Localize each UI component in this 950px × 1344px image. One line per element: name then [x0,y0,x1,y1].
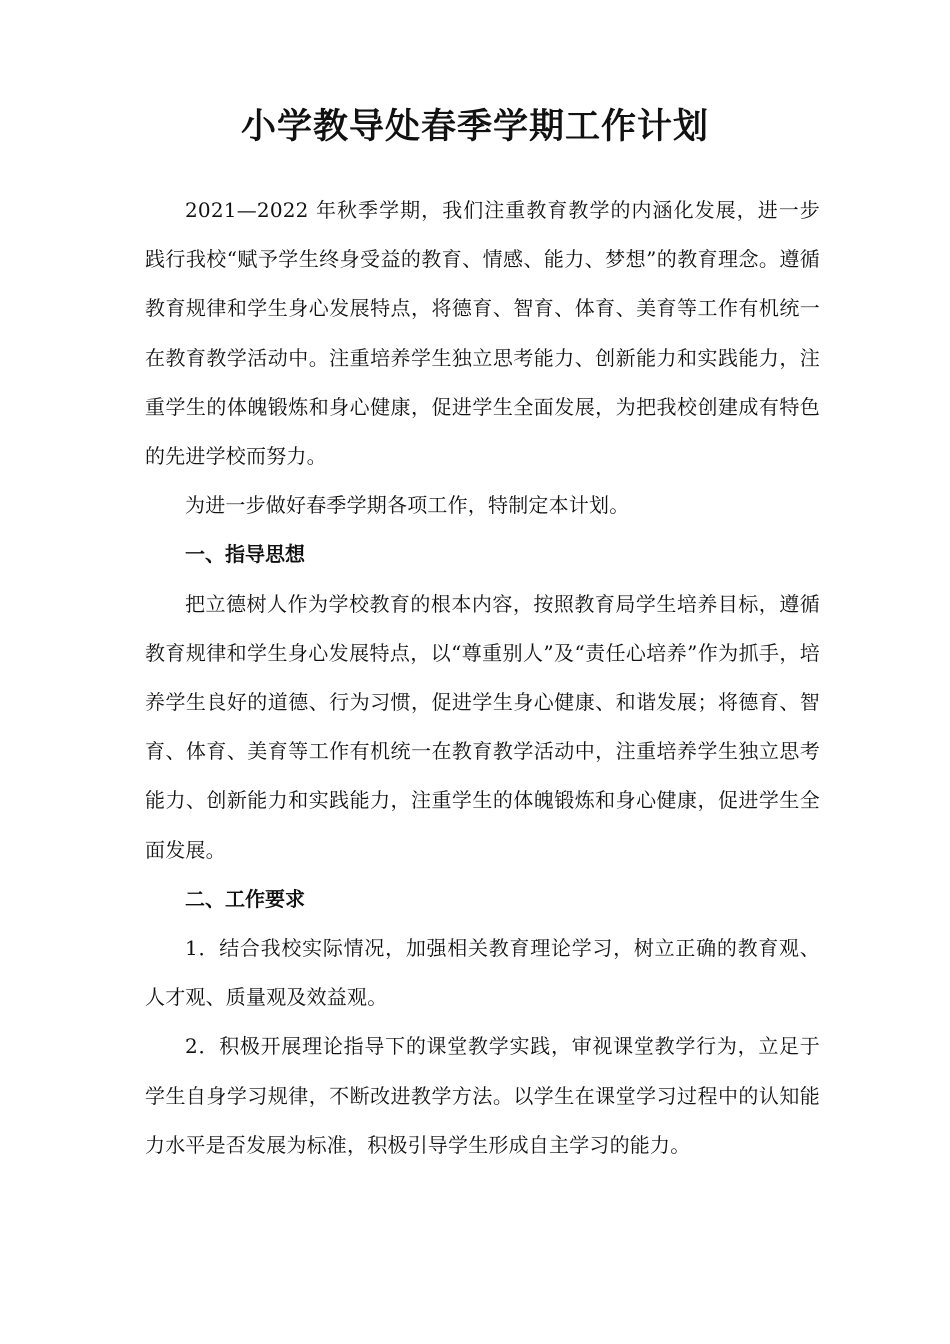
paragraph-requirement-1: 1．结合我校实际情况，加强相关教育理论学习，树立正确的教育观、人才观、质量观及效益观。 [145,936,820,1010]
document-body [145,186,820,1170]
document-title: 小学教导处春季学期工作计划 [240,106,709,147]
paragraph-guiding-ideology: 把立德树人作为学校教育的根本内容，按照教育局学生培养目标，遵循教育规律和学生身心发展特点，以“尊重别人”及“责任心培养”作为抓手，培养学生良好的道德、行为习惯，促进学生身心健康、和谐发展；将德育、智育、体育、美育等工作有机统一在教育教学活动中，注重培养学生独立思考能力、创新能力和实践能力，注重学生的体魄锻炼和身心健康，促进学生全面发展。 [145,591,820,862]
section-heading-work-requirements: 二、工作要求 [185,886,305,911]
paragraph-purpose: 为进一步做好春季学期各项工作，特制定本计划。 [185,493,630,518]
paragraph-requirement-2: 2．积极开展理论指导下的课堂教学实践，审视课堂教学行为，立足于学生自身学习规律，不断改进教学方法。以学生在课堂学习过程中的认知能力水平是否发展为标准，积极引导学生形成自主学习的能力。 [145,1034,820,1157]
section-heading-guiding-ideology: 一、指导思想 [185,542,305,567]
paragraph-intro: 2021—2022 年秋季学期，我们注重教育教学的内涵化发展，进一步践行我校“赋予学生终身受益的教育、情感、能力、梦想”的教育理念。遵循教育规律和学生身心发展特点，将德育、智育、体育、美育等工作有机统一在教育教学活动中。注重培养学生独立思考能力、创新能力和实践能力，注重学生的体魄锻炼和身心健康，促进学生全面发展，为把我校创建成有特色的先进学校而努力。 [145,198,820,469]
